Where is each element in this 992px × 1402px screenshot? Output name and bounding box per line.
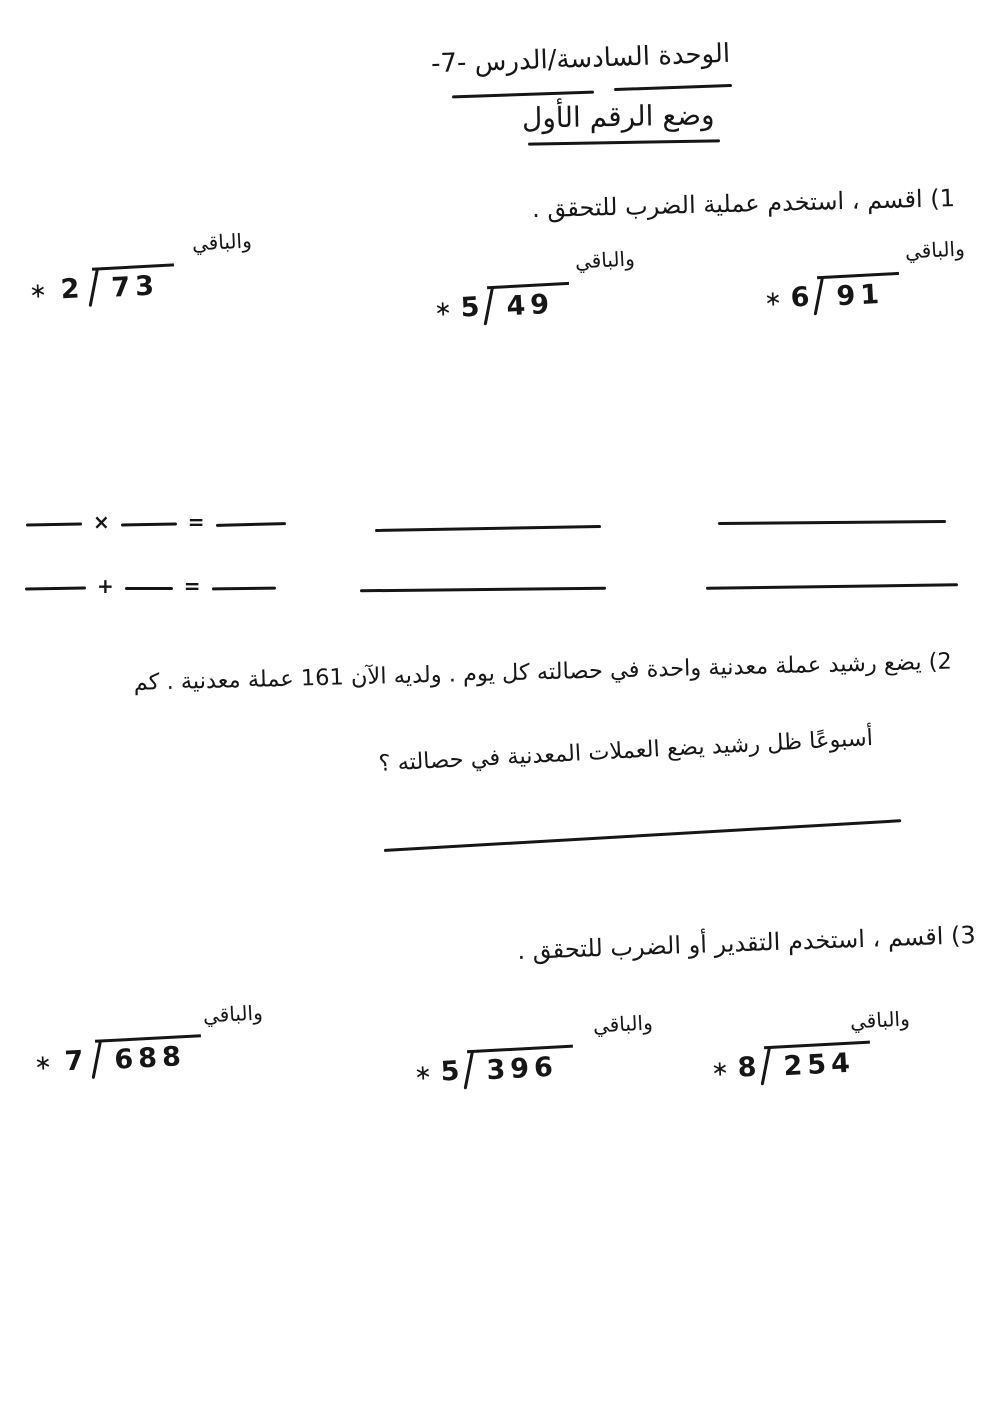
division-drill	[30, 230, 252, 308]
unit-lesson-title: الوحدة السادسة/الدرس -7-	[430, 38, 731, 80]
bullet-asterisk: ∗	[413, 1060, 433, 1086]
dividend: 91	[817, 272, 900, 313]
title-underline-segment	[614, 84, 732, 91]
work-line	[706, 583, 958, 590]
bullet-asterisk: ∗	[710, 1056, 730, 1082]
bullet-asterisk: ∗	[763, 286, 783, 312]
divisor: 2	[59, 273, 81, 306]
divisor: 5	[459, 291, 481, 324]
division-drill	[712, 1008, 910, 1086]
dividend: 73	[92, 263, 175, 304]
bullet-asterisk: ∗	[433, 296, 453, 322]
blank-line	[121, 522, 177, 526]
bullet-asterisk: ∗	[28, 278, 48, 304]
work-line	[718, 520, 946, 525]
division-drill	[765, 238, 965, 316]
problem2-text-line1: 2) يضع رشيد عملة معدنية واحدة في حصالته كل يوم . ولديه الآن 161 عملة معدنية . كم	[133, 648, 953, 696]
dividend: 688	[95, 1034, 202, 1076]
lesson-subtitle: وضع الرقم الأول	[521, 98, 715, 135]
dividend: 49	[487, 282, 570, 323]
division-drill	[435, 248, 635, 326]
answer-line	[384, 819, 901, 852]
subtitle-underline	[528, 139, 720, 145]
remainder-label: والباقي	[202, 1000, 264, 1028]
title-underline-segment	[452, 91, 594, 99]
dividend: 254	[764, 1041, 871, 1083]
divisor: 5	[439, 1055, 461, 1088]
problem2-text-line2: أسبوعًا ظل رشيد يضع العملات المعدنية في حصالته ؟	[377, 724, 874, 777]
division-drill	[35, 1002, 263, 1080]
blank-line	[125, 587, 173, 590]
remainder-label: والباقي	[574, 246, 636, 274]
equals-sign: =	[183, 574, 201, 598]
check-equation-multiply	[26, 510, 286, 534]
blank-line	[212, 586, 276, 590]
blank-line	[216, 522, 286, 527]
remainder-label: والباقي	[191, 228, 253, 256]
divisor: 7	[63, 1045, 85, 1078]
division-drill	[415, 1012, 653, 1090]
remainder-label: والباقي	[849, 1006, 911, 1034]
check-equation-add	[25, 574, 276, 598]
multiply-sign: ×	[93, 510, 110, 534]
divisor: 6	[789, 281, 811, 314]
remainder-label: والباقي	[592, 1010, 654, 1038]
work-line	[375, 525, 601, 532]
blank-line	[25, 586, 86, 590]
divisor: 8	[736, 1051, 758, 1084]
dividend: 396	[467, 1045, 574, 1087]
plus-sign: +	[97, 574, 114, 598]
problem1-instruction: 1) اقسم ، استخدم عملية الضرب للتحقق .	[531, 184, 956, 224]
blank-line	[26, 522, 82, 526]
equals-sign: =	[187, 510, 205, 534]
remainder-label: والباقي	[904, 236, 966, 264]
problem3-instruction: 3) اقسم ، استخدم التقدير أو الضرب للتحقق .	[516, 920, 977, 965]
bullet-asterisk: ∗	[33, 1050, 53, 1076]
work-line	[360, 587, 606, 593]
